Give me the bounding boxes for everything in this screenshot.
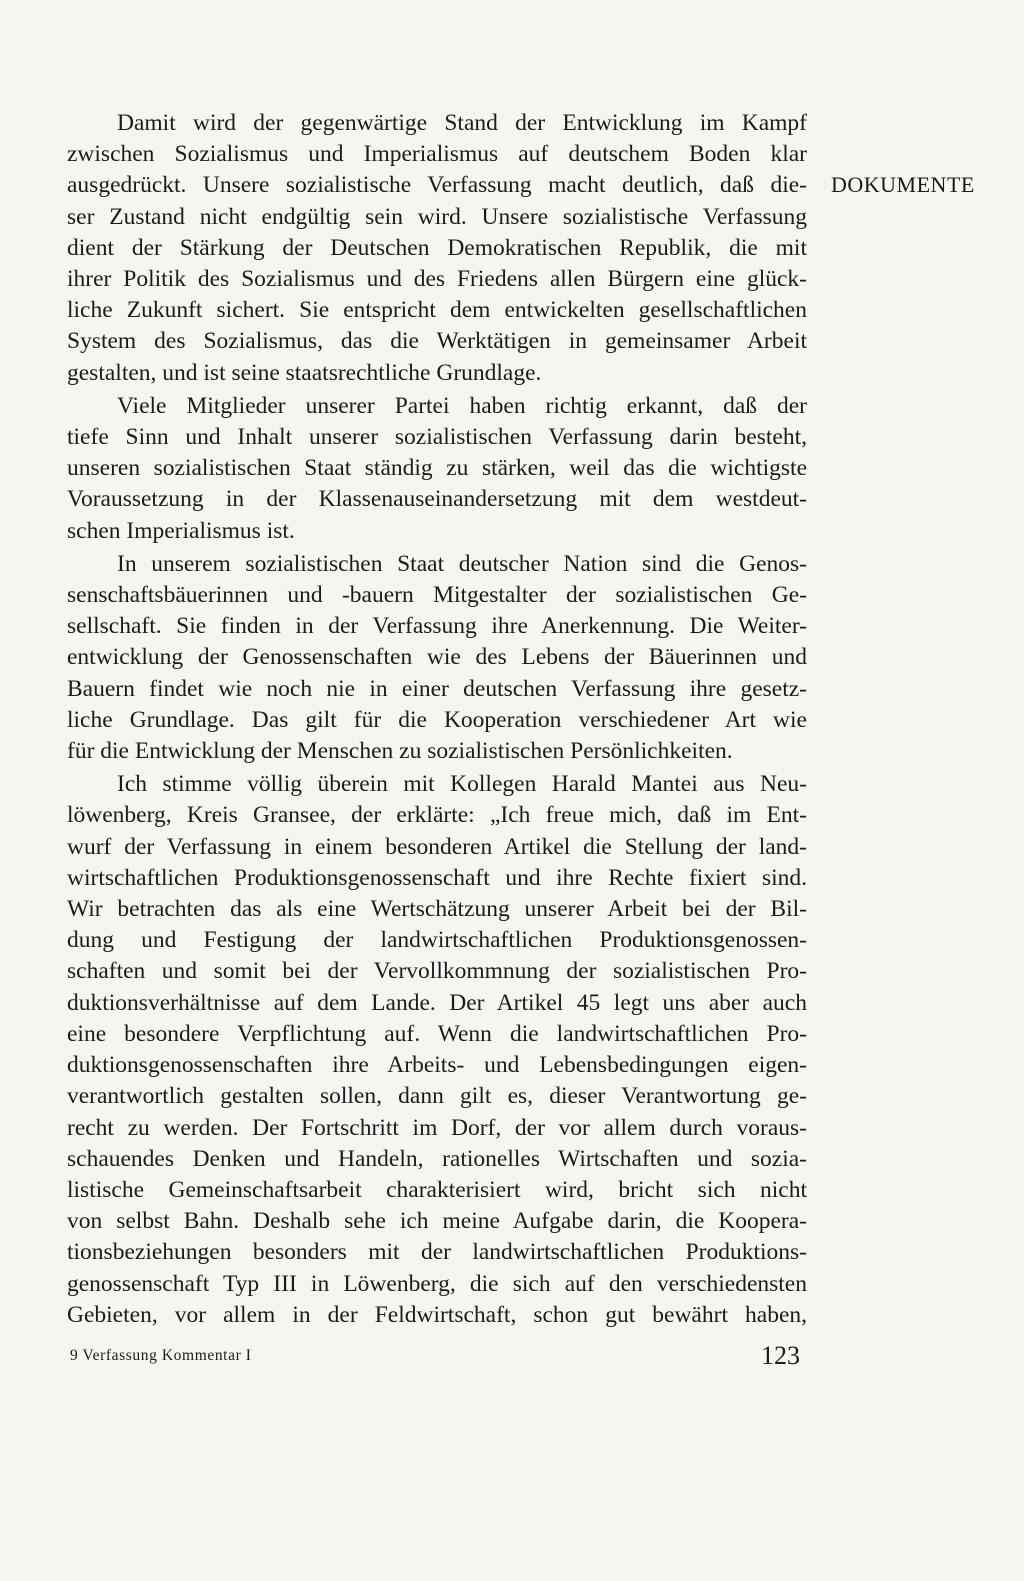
page-number: 123 xyxy=(761,1341,800,1370)
marginal-heading: DOKUMENTE xyxy=(831,172,975,197)
text-line: für die Entwicklung der Menschen zu sozialistischen Persönlichkeiten. xyxy=(67,738,733,765)
text-line: duktionsverhältnisse auf dem Lande. Der Artikel 45 legt uns aber auch xyxy=(67,989,807,1016)
footer-signature: 9 Verfassung Kommentar I xyxy=(70,1347,252,1364)
text-line: Wir betrachten das als eine Wertschätzung unserer Arbeit bei der Bil- xyxy=(67,896,807,923)
text-line: von selbst Bahn. Deshalb sehe ich meine Aufgabe darin, die Koopera- xyxy=(67,1208,807,1235)
paragraph xyxy=(67,549,807,767)
text-line: tionsbeziehungen besonders mit der landwirtschaftlichen Produktions- xyxy=(67,1239,807,1266)
text-line: schaften und somit bei der Vervollkommnung der sozialistischen Pro- xyxy=(67,958,807,985)
text-line: zwischen Sozialismus und Imperialismus auf deutschem Boden klar xyxy=(67,141,807,168)
text-line: schauendes Denken und Handeln, rationelles Wirtschaften und sozia- xyxy=(67,1145,807,1172)
text-line: Bauern findet wie noch nie in einer deutschen Verfassung ihre gesetz- xyxy=(67,675,807,702)
text-line: unseren sozialistischen Staat ständig zu stärken, weil das die wichtigste xyxy=(67,455,807,482)
paragraph xyxy=(67,769,807,1331)
text-line: eine besondere Verpflichtung auf. Wenn die landwirtschaftlichen Pro- xyxy=(67,1020,807,1047)
text-line: Damit wird der gegenwärtige Stand der Entwicklung im Kampf xyxy=(117,110,807,136)
text-line: dung und Festigung der landwirtschaftlichen Produktionsgenossen- xyxy=(67,927,807,954)
text-line: listische Gemeinschaftsarbeit charakterisiert wird, bricht sich nicht xyxy=(67,1176,807,1203)
text-line: Gebieten, vor allem in der Feldwirtschaft, schon gut bewährt haben, xyxy=(67,1301,807,1328)
text-line: Viele Mitglieder unserer Partei haben richtig erkannt, daß der xyxy=(117,392,807,419)
text-line: gestalten, und ist seine staatsrechtliche Grundlage. xyxy=(67,359,542,386)
text-line: entwicklung der Genossenschaften wie des Lebens der Bäuerinnen und xyxy=(67,644,807,671)
text-line: liche Zukunft sichert. Sie entspricht dem entwickelten gesellschaftlichen xyxy=(67,297,807,324)
text-line: senschaftsbäuerinnen und -bauern Mitgestalter der sozialistischen Ge- xyxy=(67,582,807,609)
text-line: sellschaft. Sie finden in der Verfassung ihre Anerkennung. Die Weiter- xyxy=(67,613,807,640)
text-line: duktionsgenossenschaften ihre Arbeits- und Lebensbedingungen eigen- xyxy=(67,1052,807,1079)
text-line: dient der Stärkung der Deutschen Demokratischen Republik, die mit xyxy=(67,234,807,261)
text-line: ihrer Politik des Sozialismus und des Friedens allen Bürgern eine glück- xyxy=(67,266,807,293)
body-text xyxy=(67,108,807,1331)
paragraph xyxy=(67,108,807,389)
paragraph xyxy=(67,391,807,547)
text-line: genossenschaft Typ III in Löwenberg, die sich auf den verschiedensten xyxy=(67,1270,807,1297)
text-line: Voraussetzung in der Klassenauseinandersetzung mit dem westdeut- xyxy=(67,486,807,513)
text-line: löwenberg, Kreis Gransee, der erklärte: „Ich freue mich, daß im Ent- xyxy=(67,802,807,829)
text-line: Ich stimme völlig überein mit Kollegen Harald Mantei aus Neu- xyxy=(117,771,807,798)
text-line: wirtschaftlichen Produktionsgenossenschaft und ihre Rechte fixiert sind. xyxy=(67,864,807,891)
text-line: schen Imperialismus ist. xyxy=(67,517,295,544)
text-line: tiefe Sinn und Inhalt unserer sozialistischen Verfassung darin besteht, xyxy=(67,424,807,451)
text-line: wurf der Verfassung in einem besonderen Artikel die Stellung der land- xyxy=(67,833,807,860)
text-line: verantwortlich gestalten sollen, dann gilt es, dieser Verantwortung ge- xyxy=(67,1083,807,1110)
text-line: ausgedrückt. Unsere sozialistische Verfassung macht deutlich, daß die- xyxy=(67,172,807,199)
text-line: liche Grundlage. Das gilt für die Kooperation verschiedener Art wie xyxy=(67,706,807,733)
text-line: ser Zustand nicht endgültig sein wird. Unsere sozialistische Verfassung xyxy=(67,203,807,230)
text-line: In unserem sozialistischen Staat deutscher Nation sind die Genos- xyxy=(117,550,807,577)
text-line: System des Sozialismus, das die Werktätigen in gemeinsamer Arbeit xyxy=(67,328,807,355)
text-line: recht zu werden. Der Fortschritt im Dorf, der vor allem durch voraus- xyxy=(67,1114,807,1141)
